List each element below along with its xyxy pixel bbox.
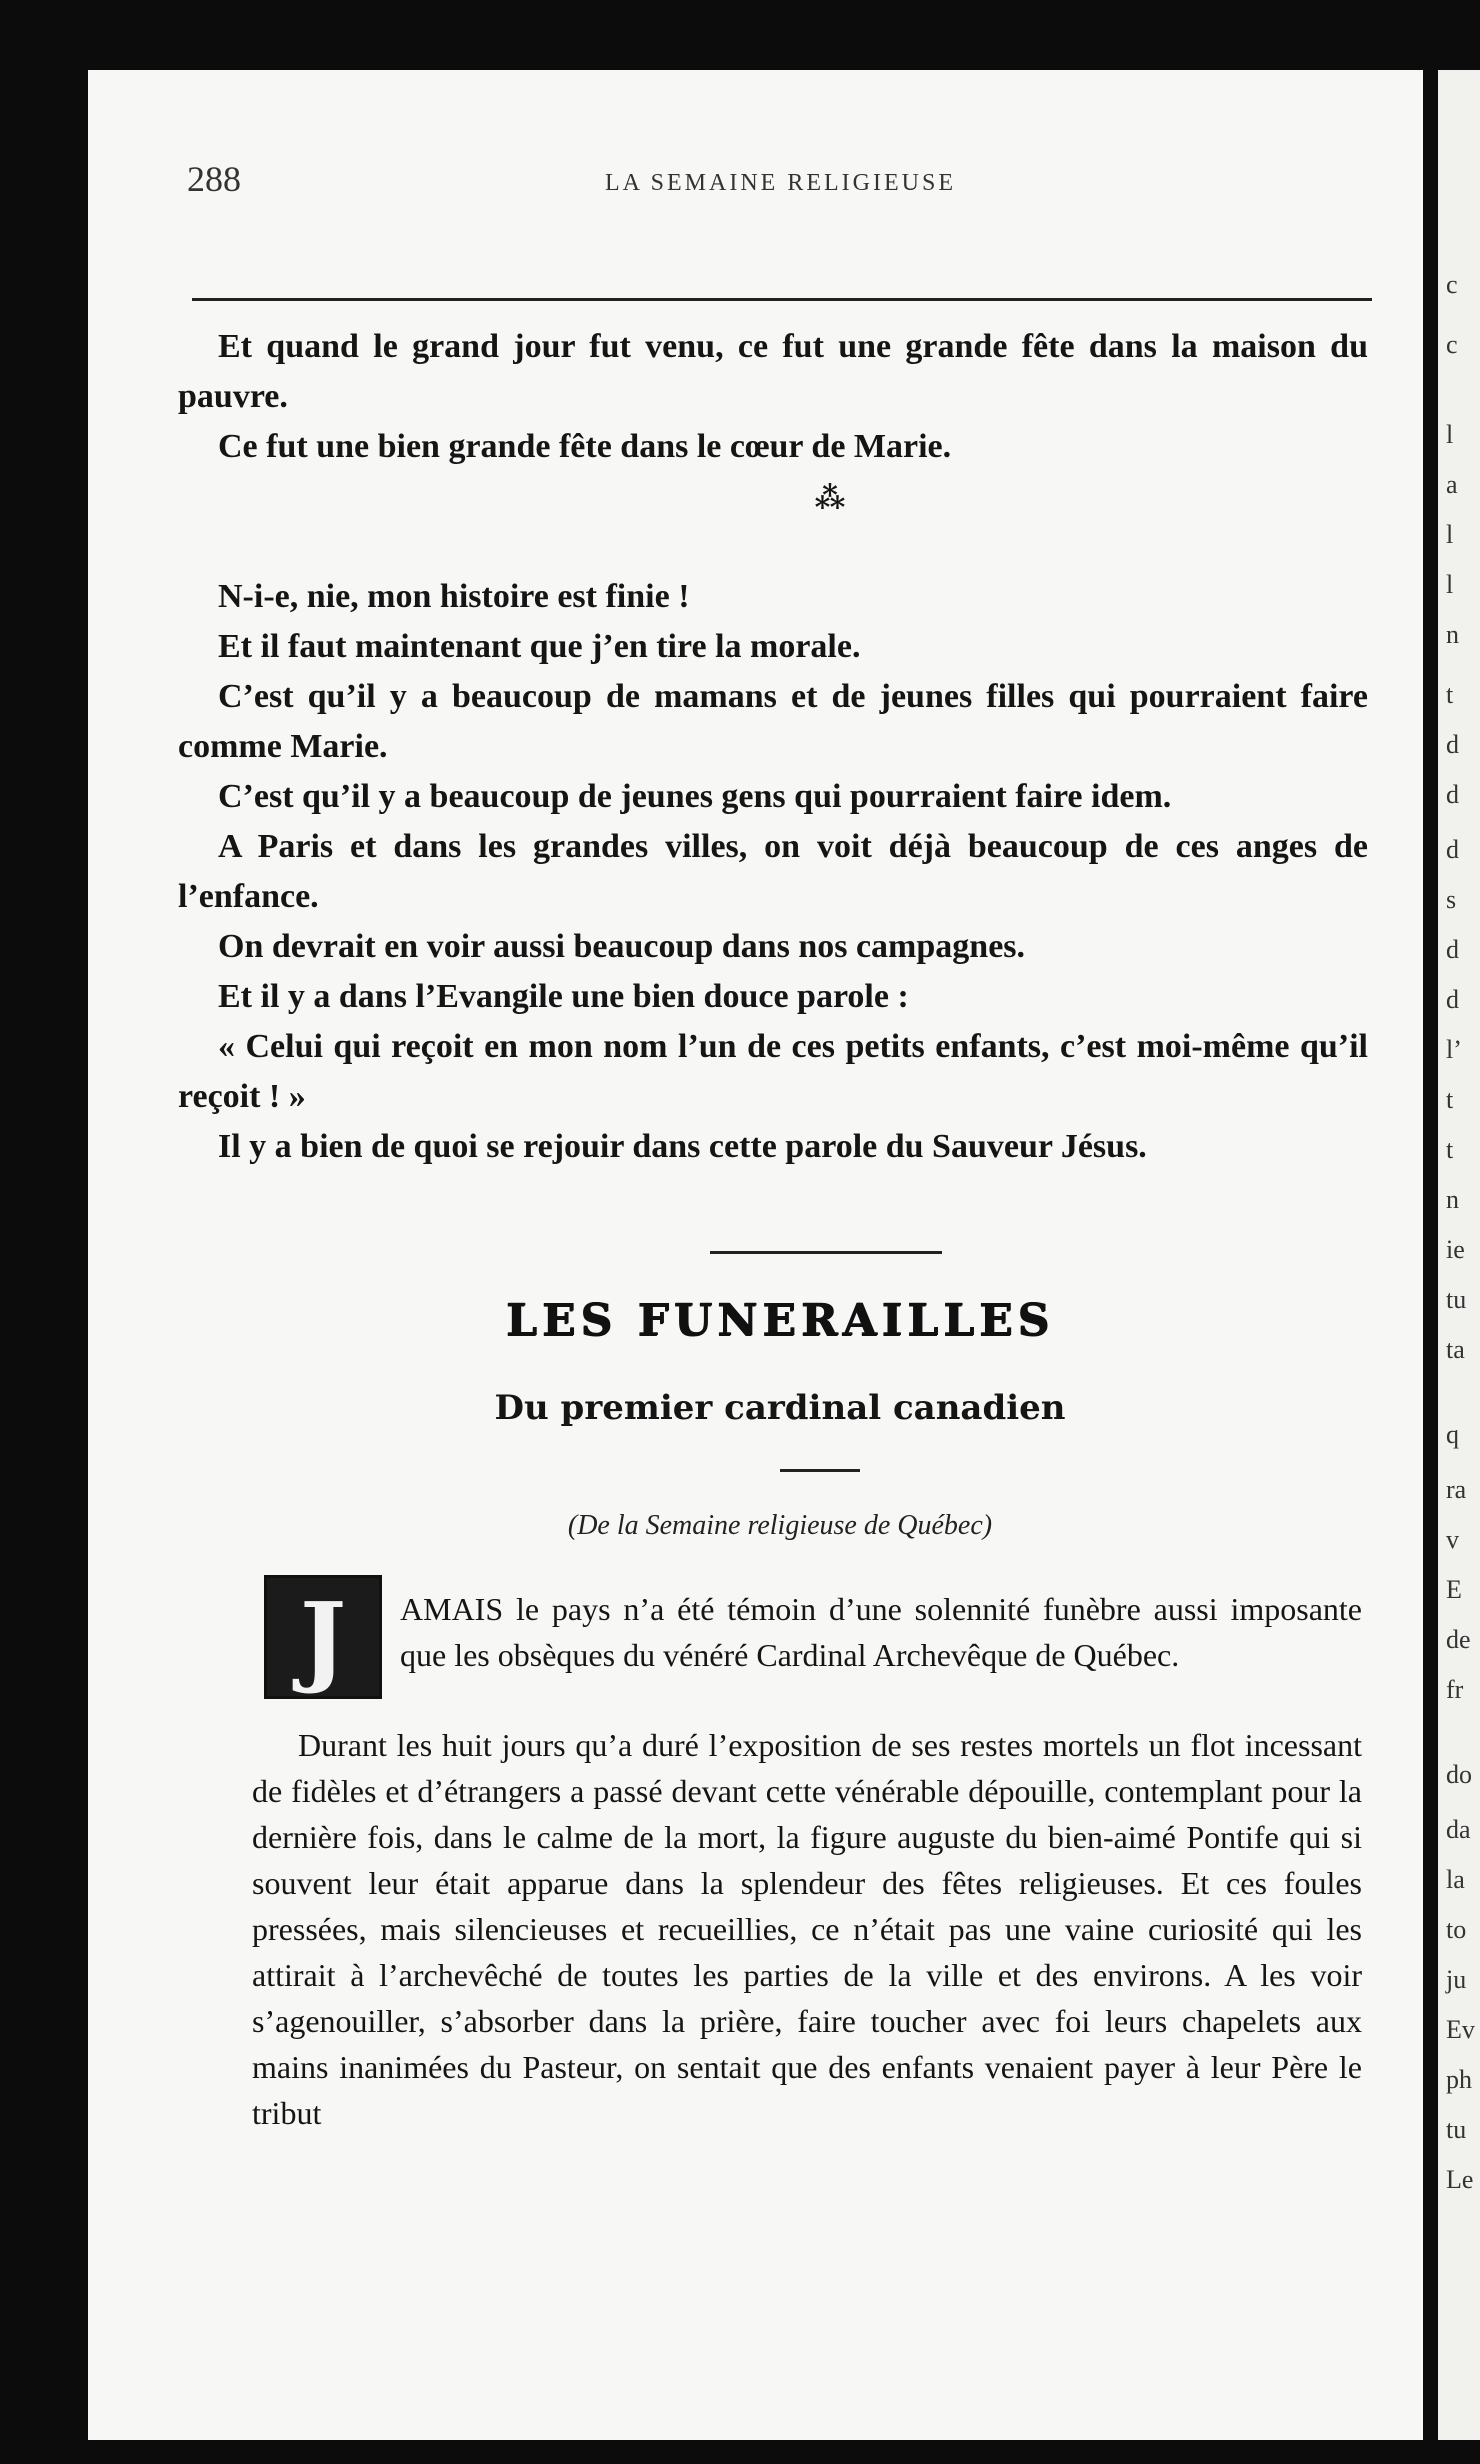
adjacent-page-fragment: n <box>1446 620 1459 649</box>
adjacent-page-fragment: l’ <box>1446 1035 1462 1064</box>
article-source: (De la Semaine religieuse de Québec) <box>567 1510 993 1541</box>
adjacent-page-fragment: ju <box>1446 1965 1467 1994</box>
adjacent-page-fragment: d <box>1446 835 1459 864</box>
adjacent-page-fragment: t <box>1446 1085 1454 1114</box>
adjacent-page-fragment: to <box>1446 1915 1467 1944</box>
header-rule <box>192 298 1372 301</box>
story-ending <box>178 322 1368 472</box>
adjacent-page-fragment: ph <box>1446 2065 1472 2094</box>
adjacent-page-fragment: l <box>1446 420 1454 449</box>
adjacent-page-fragment: d <box>1446 985 1459 1014</box>
paragraph: Et quand le grand jour fut venu, ce fut une grande fête dans la maison du pauvre. <box>178 328 1368 415</box>
ornate-dropcap: J <box>264 1575 382 1699</box>
adjacent-page-fragment: l <box>1446 520 1454 549</box>
paragraph: Il y a bien de quoi se rejouir dans cette parole du Sauveur Jésus. <box>218 1128 1147 1165</box>
adjacent-page-fragment: s <box>1446 885 1457 914</box>
adjacent-page-fragment: Ev <box>1446 2015 1475 2044</box>
adjacent-page-fragment: Le <box>1446 2165 1474 2194</box>
adjacent-page-fragment: c <box>1446 270 1458 299</box>
adjacent-page-fragment: E <box>1446 1575 1462 1604</box>
adjacent-page-fragment: de <box>1446 1625 1471 1654</box>
adjacent-page-fragment: fr <box>1446 1675 1464 1704</box>
paragraph: Ce fut une bien grande fête dans le cœur de Marie. <box>218 428 952 465</box>
adjacent-page-fragment: ie <box>1446 1235 1465 1264</box>
asterism-ornament: ⁂ <box>814 482 846 515</box>
adjacent-page-fragment: l <box>1446 570 1454 599</box>
article-opening: AMAIS le pays n’a été témoin d’une solennité funèbre aussi imposante que les obsèques du vénéré Cardinal Archevêque de Québec. <box>400 1591 1362 1673</box>
paragraph: C’est qu’il y a beaucoup de mamans et de jeunes filles qui pourraient faire comme Marie. <box>178 678 1368 765</box>
adjacent-page-fragment: ta <box>1446 1335 1465 1364</box>
adjacent-page-fragment: c <box>1446 330 1458 359</box>
article-title: LES FUNERAILLES <box>505 1295 1055 1346</box>
adjacent-page-fragment: t <box>1446 680 1454 709</box>
page-number: 288 <box>187 159 241 199</box>
paragraph: C’est qu’il y a beaucoup de jeunes gens qui pourraient faire idem. <box>218 778 1172 815</box>
adjacent-page-fragment: t <box>1446 1135 1454 1164</box>
adjacent-page-fragment: da <box>1446 1815 1471 1844</box>
adjacent-page-edge <box>1438 70 1480 2440</box>
adjacent-page-fragment: d <box>1446 935 1459 964</box>
adjacent-page-fragment: tu <box>1446 1285 1467 1314</box>
paragraph: N-i-e, nie, mon histoire est finie ! <box>218 578 690 615</box>
adjacent-page-fragment: la <box>1446 1865 1465 1894</box>
adjacent-page-fragment: do <box>1446 1760 1472 1789</box>
adjacent-page-fragment: a <box>1446 470 1458 499</box>
paragraph: « Celui qui reçoit en mon nom l’un de ces petits enfants, c’est moi-même qu’il reçoit ! » <box>178 1028 1368 1115</box>
adjacent-page-fragment: v <box>1446 1525 1459 1554</box>
adjacent-page-fragment: ra <box>1446 1475 1467 1504</box>
paragraph: Et il faut maintenant que j’en tire la morale. <box>218 628 861 665</box>
article-body <box>252 1722 1362 2136</box>
adjacent-page-fragment: n <box>1446 1185 1459 1214</box>
article-subtitle: Du premier cardinal canadien <box>494 1388 1066 1428</box>
running-title: LA SEMAINE RELIGIEUSE <box>605 170 956 196</box>
paragraph: Durant les huit jours qu’a duré l’exposition de ses restes mortels un flot incessant de fidèles et d’étrangers a passé devant cette vénérable dépouille, contemplant pour la dernière fois, dans le calme de la mort, la figure auguste du bien-aimé Pontife qui si souvent leur était apparue dans la splendeur des fêtes religieuses. Et ces foules pressées, mais silencieuses et recueillies, ce n’était pas une vaine curiosité qui les attirait à l’archevêché de toutes les parties de la ville et des environs. A les voir s’agenouiller, s’absorber dans la prière, faire toucher avec foi leurs chapelets aux mains inanimées du Pasteur, on sentait que des enfants venaient payer à leur Père le tribut <box>252 1727 1362 2131</box>
subtitle-divider <box>780 1469 860 1472</box>
adjacent-page-fragment: q <box>1446 1420 1459 1449</box>
section-divider <box>710 1251 942 1254</box>
adjacent-page-fragment: d <box>1446 730 1459 759</box>
adjacent-page-fragment: d <box>1446 780 1459 809</box>
paragraph: On devrait en voir aussi beaucoup dans nos campagnes. <box>218 928 1026 965</box>
story-moral <box>178 572 1368 1172</box>
paragraph: Et il y a dans l’Evangile une bien douce parole : <box>218 978 909 1015</box>
adjacent-page-fragment: tu <box>1446 2115 1467 2144</box>
paragraph: A Paris et dans les grandes villes, on voit déjà beaucoup de ces anges de l’enfance. <box>178 828 1368 915</box>
page-header <box>187 140 1374 200</box>
